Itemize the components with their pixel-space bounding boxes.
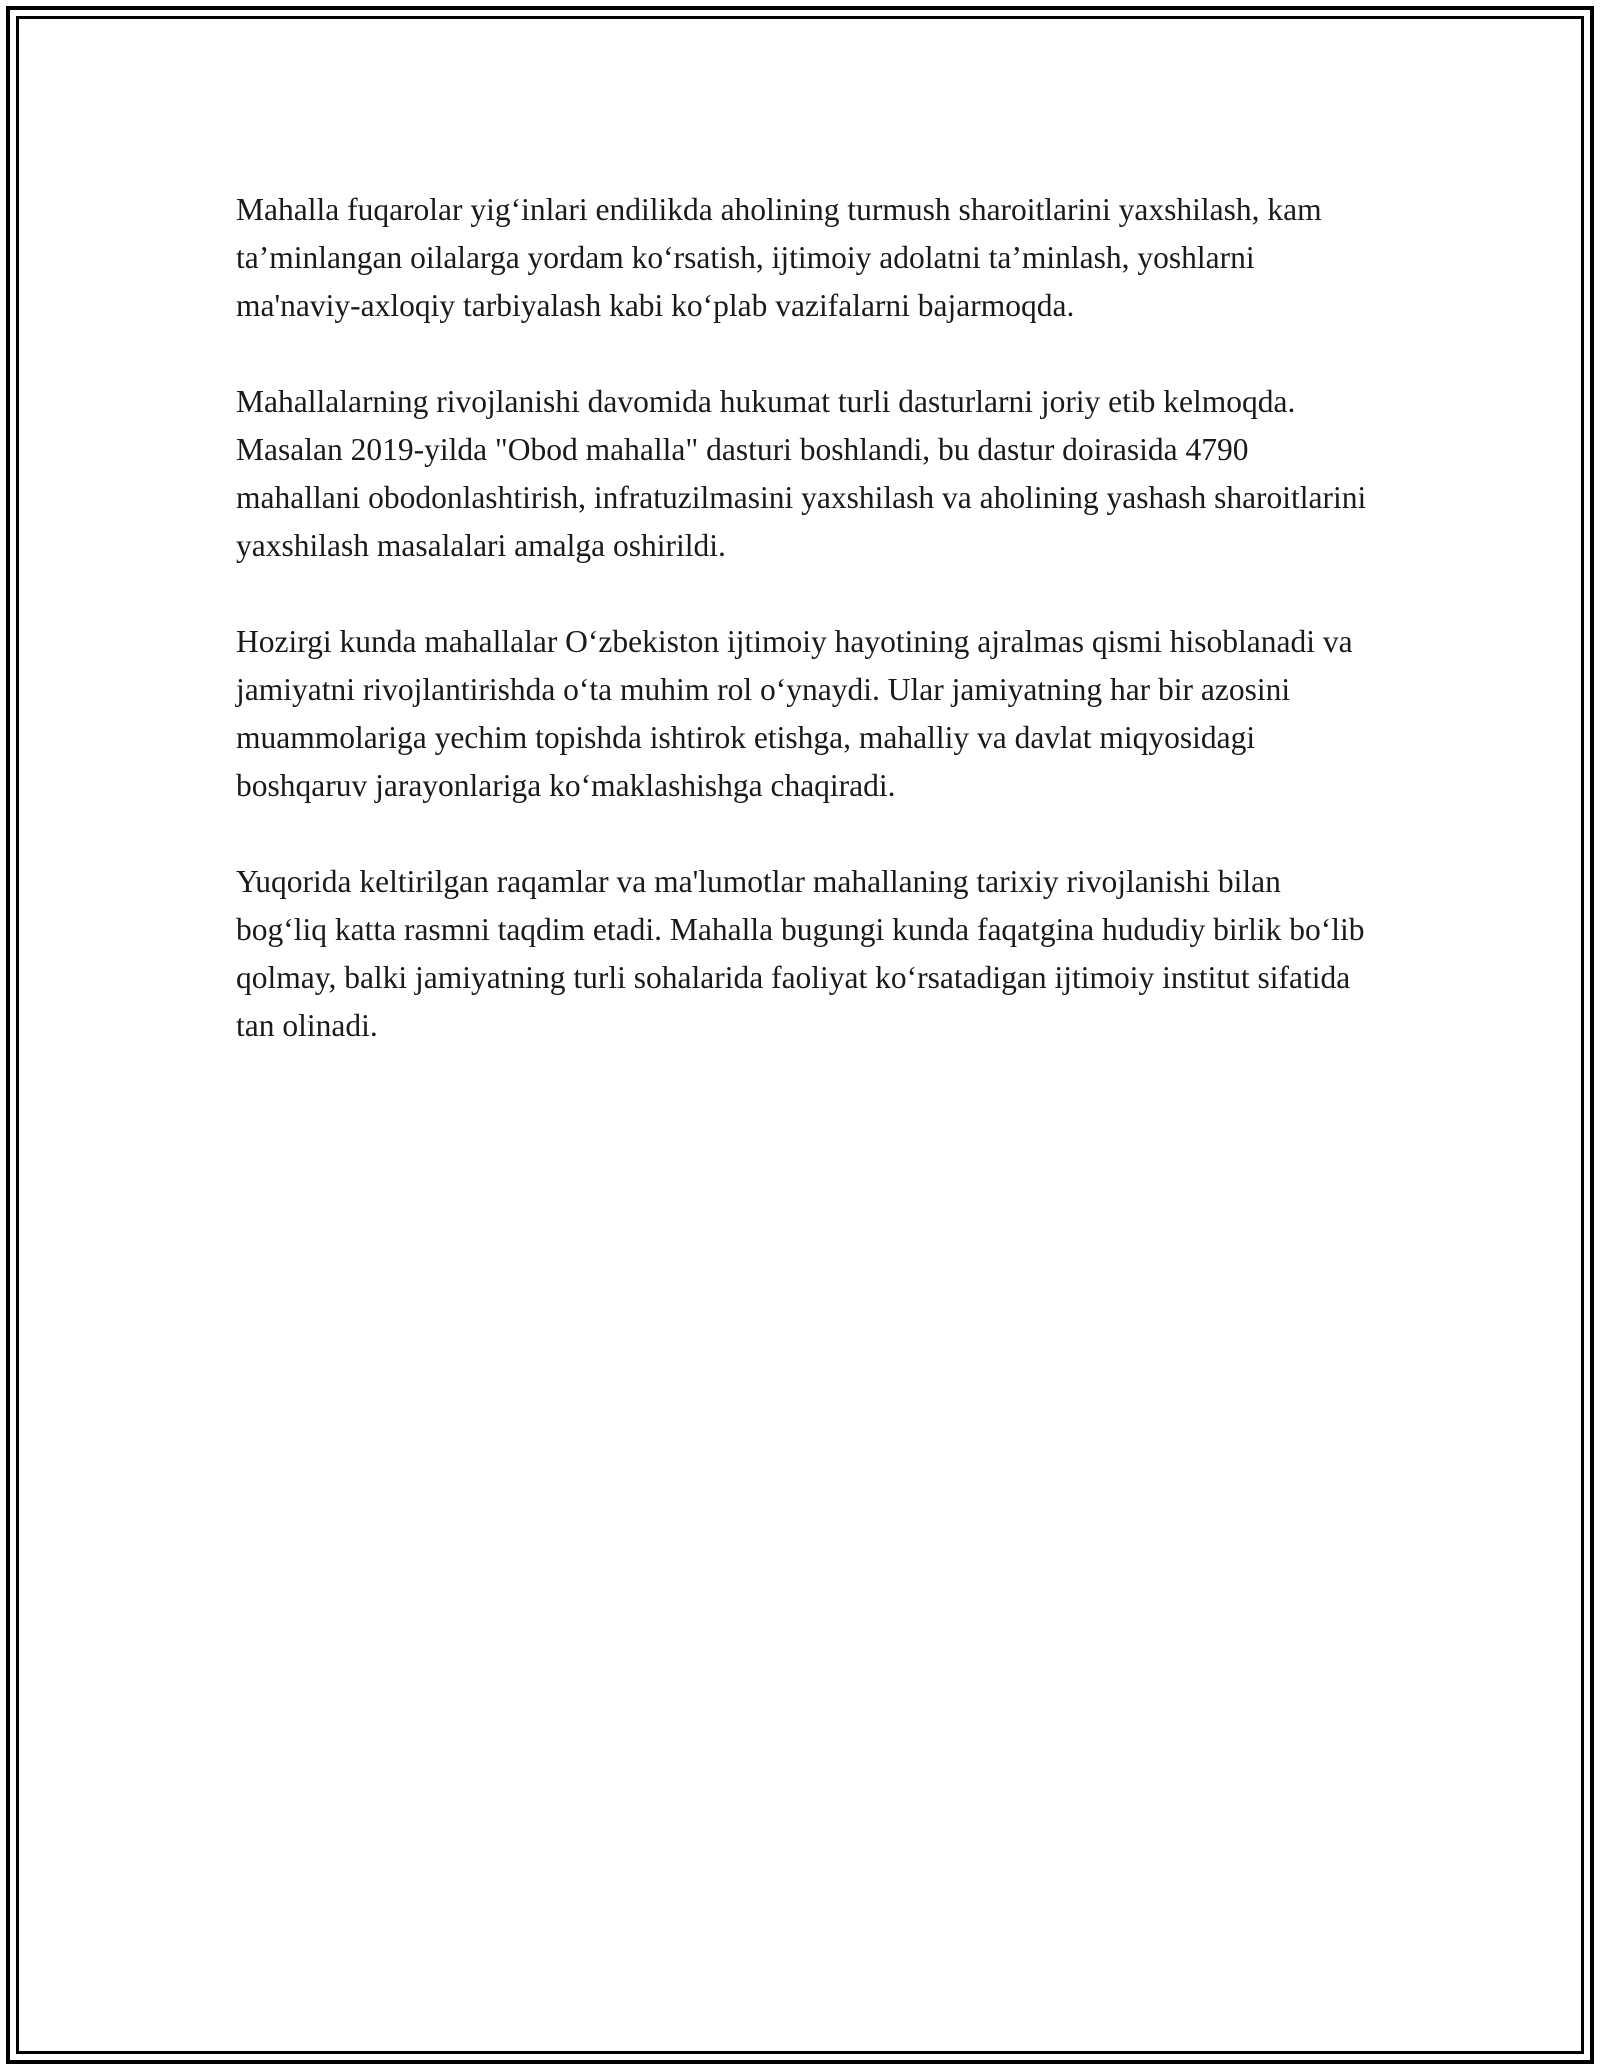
paragraph-2: Mahallalarning rivojlanishi davomida hukumat turli dasturlarni joriy etib kelmoqda. Masalan 2019-yilda "Obod mahalla" dasturi boshlandi, bu dastur doirasida 4790 mahallani obodonlashtirish, infratuzilmasini yaxshilash va aholining yashash sharoitlarini yaxshilash masalalari amalga oshirildi. <box>236 384 1367 563</box>
paragraph-1: Mahalla fuqarolar yig‘inlari endilikda aholining turmush sharoitlarini yaxshilash, kam ta’minlangan oilalarga yordam ko‘rsatish, ijtimoiy adolatni ta’minlash, yoshlarni ma'naviy-axloqiy tarbiyalash kabi ko‘plab vazifalarni bajarmoqda. <box>236 192 1322 323</box>
paragraph-4: Yuqorida keltirilgan raqamlar va ma'lumotlar mahallaning tarixiy rivojlanishi bilan bog‘liq katta rasmni taqdim etadi. Mahalla bugungi kunda faqatgina hududiy birlik bo‘lib qolmay, balki jamiyatning turli sohalarida faoliyat ko‘rsatadigan ijtimoiy institut sifatida tan olinadi. <box>236 864 1365 1043</box>
paragraph-3: Hozirgi kunda mahallalar O‘zbekiston ijtimoiy hayotining ajralmas qismi hisoblanadi va jamiyatni rivojlantirishda o‘ta muhim rol o‘ynaydi. Ular jamiyatning har bir azosini muammolariga yechim topishda ishtirok etishga, mahalliy va davlat miqyosidagi boshqaruv jarayonlariga ko‘maklashishga chaqiradi. <box>236 624 1353 803</box>
document-body <box>236 186 1376 1098</box>
